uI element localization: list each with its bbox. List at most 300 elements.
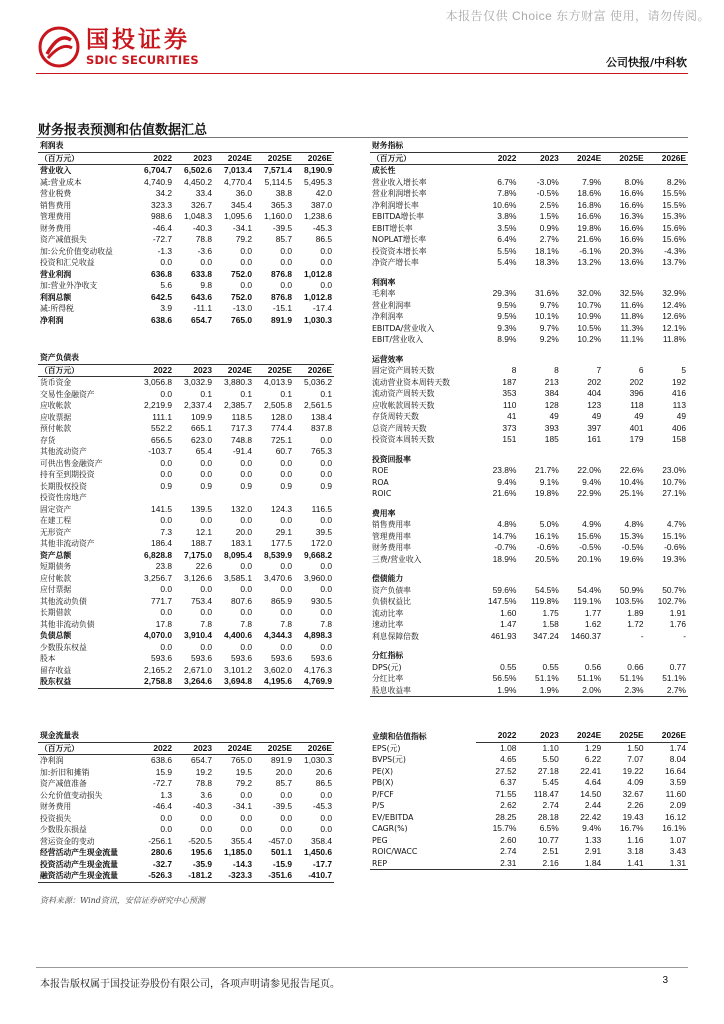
table-row (370, 662, 688, 674)
value-cell: 42.0 (315, 188, 332, 199)
table-row (38, 573, 334, 585)
table-row (38, 515, 334, 527)
row-label: 利润总额 (40, 292, 72, 302)
value-cell: 353 (502, 388, 517, 399)
table-row (370, 542, 688, 554)
year-header: 2022 (476, 152, 518, 165)
value-cell: 656.5 (151, 434, 172, 445)
value-cell: 56.5% (492, 673, 517, 684)
row-label: ROIC/WACC (372, 847, 418, 857)
value-cell: -17.4 (312, 303, 332, 314)
value-cell: 78.8 (195, 778, 212, 789)
row-label: 毛利率 (372, 289, 396, 299)
table-row (370, 211, 688, 223)
value-cell: 0.66 (627, 661, 644, 672)
value-cell: 0.0 (160, 824, 172, 835)
value-cell: 753.4 (191, 595, 212, 606)
table-row (38, 665, 334, 677)
value-cell: 0.0 (240, 457, 252, 468)
value-cell: 15.6% (662, 222, 686, 233)
value-cell: 2.31 (476, 858, 518, 870)
value-cell: 1.47 (500, 619, 517, 630)
value-cell: 4.9% (582, 519, 602, 530)
row-label: 财务费用 (40, 802, 72, 812)
row-label: 负债权益比 (372, 597, 411, 607)
value-cell: -181.2 (174, 870, 214, 882)
value-cell: 0.0 (280, 561, 292, 572)
table-row (38, 423, 334, 435)
value-cell: 593.6 (311, 653, 332, 664)
value-cell: 0.0 (200, 812, 212, 823)
financial-indicators-table (370, 140, 688, 697)
table-row (370, 531, 688, 543)
value-cell: 0.1 (320, 388, 332, 399)
row-label: 营业税费 (40, 189, 72, 199)
value-cell: 192 (672, 376, 686, 387)
value-cell: 5.6 (160, 280, 172, 291)
row-label: REP (370, 858, 476, 870)
value-cell: 765.3 (311, 446, 332, 457)
table-header-row (38, 742, 334, 755)
value-cell: 0.0 (200, 607, 212, 618)
row-label: 交易性金融资产 (40, 389, 95, 399)
year-header: 2023 (518, 730, 560, 742)
value-cell: 2.09 (669, 800, 686, 811)
value-cell: 373 (502, 422, 517, 433)
value-cell: 2.26 (627, 800, 644, 811)
section-divider (36, 137, 688, 138)
value-cell: 119.1% (573, 596, 602, 607)
value-cell: 7.3 (160, 526, 172, 537)
value-cell: 4,769.9 (294, 676, 334, 688)
value-cell: 9.4% (582, 823, 602, 834)
table-row (370, 554, 688, 566)
value-cell: 0.0 (240, 824, 252, 835)
value-cell: 752.0 (231, 268, 252, 279)
row-label: 加:折旧和摊销 (40, 767, 90, 777)
value-cell: 6,502.6 (184, 165, 212, 176)
value-cell: 54.4% (577, 584, 602, 595)
value-cell: 365.3 (271, 199, 292, 210)
value-cell: 988.6 (151, 211, 172, 222)
value-cell: -1.3 (157, 245, 172, 256)
group-gap (370, 269, 688, 277)
value-cell: 151 (502, 434, 517, 445)
value-cell: 20.3% (619, 245, 644, 256)
value-cell: 1,450.6 (304, 847, 332, 858)
row-label: 营业收入 (40, 166, 72, 176)
value-cell: -103.7 (148, 446, 172, 457)
value-cell: 1,030.3 (304, 755, 332, 766)
table-row (370, 400, 688, 412)
row-label: 存货 (40, 435, 56, 445)
value-cell: 3.59 (669, 777, 686, 788)
value-cell: 20.6 (315, 766, 332, 777)
table-row (38, 377, 334, 389)
value-cell: -526.3 (134, 870, 174, 882)
value-cell: 2,758.8 (134, 676, 174, 688)
table-row (38, 550, 334, 562)
group-name: 利润率 (372, 277, 396, 287)
table-row (38, 165, 334, 177)
table-row (370, 742, 688, 754)
row-label: 利息保障倍数 (372, 631, 419, 641)
row-label: EV/EBITDA (372, 812, 414, 822)
row-label: 资产减值损失 (40, 235, 87, 245)
table-header-row (38, 152, 334, 165)
value-cell: 11.3% (620, 322, 644, 333)
value-cell: -15.1 (272, 303, 292, 314)
value-cell: 16.12 (665, 811, 686, 822)
value-cell: - (640, 630, 644, 641)
year-header: 2024E (214, 152, 254, 165)
value-cell: 21.6% (577, 234, 602, 245)
value-cell: 7.8 (200, 618, 212, 629)
value-cell: 7.8 (320, 618, 332, 629)
row-label: 净利润率 (372, 312, 404, 322)
table-row (38, 280, 334, 292)
row-label: PB(X) (372, 778, 394, 788)
value-cell: 4,400.6 (224, 630, 252, 641)
value-cell: 109.9 (191, 411, 212, 422)
value-cell: 79.2 (235, 234, 252, 245)
value-cell: 8,539.9 (264, 549, 292, 560)
value-cell: -72.7 (152, 234, 172, 245)
group-name: 分红指标 (372, 651, 404, 661)
value-cell: 1.74 (669, 742, 686, 753)
value-cell: 1.50 (627, 742, 644, 753)
value-cell: 11.1% (620, 334, 644, 345)
row-label: 资产减值准备 (40, 779, 87, 789)
group-header-row (370, 650, 688, 662)
value-cell: 3,126.6 (184, 572, 212, 583)
value-cell: 4.8% (497, 519, 517, 530)
value-cell: 0.0 (280, 280, 292, 291)
value-cell: -14.3 (232, 858, 252, 869)
value-cell: 8,095.4 (224, 549, 252, 560)
row-label: 固定资产周转天数 (372, 366, 435, 376)
table-row (38, 836, 334, 848)
table-row (370, 311, 688, 323)
value-cell: 396 (629, 388, 644, 399)
value-cell: 2,165.2 (144, 664, 172, 675)
row-label: 净利润 (40, 315, 64, 325)
value-cell: 9.7% (539, 322, 559, 333)
value-cell: 2.3% (603, 685, 645, 697)
value-cell: 1.33 (584, 834, 602, 845)
value-cell: 9.5% (497, 311, 517, 322)
value-cell: 0.55 (500, 661, 517, 672)
row-label: 管理费用 (40, 212, 72, 222)
table-row (370, 300, 688, 312)
value-cell: 5.5% (497, 245, 517, 256)
value-cell: 2,219.9 (144, 400, 172, 411)
value-cell: 930.5 (311, 595, 332, 606)
value-cell: 323.3 (151, 199, 172, 210)
row-label: 销售费用率 (372, 520, 411, 530)
value-cell: 9,668.2 (304, 549, 332, 560)
year-header: 2026E (294, 742, 334, 755)
value-cell: 2,385.7 (224, 400, 252, 411)
row-label: 可供出售金融资产 (40, 458, 103, 468)
value-cell: 654.7 (191, 755, 212, 766)
value-cell: 20.5% (535, 553, 559, 564)
value-cell: -0.5% (621, 542, 644, 553)
value-cell: 3.9 (160, 303, 172, 314)
value-cell: 161 (587, 434, 602, 445)
value-cell: 6,704.7 (144, 165, 172, 176)
value-cell: -6.1% (579, 245, 602, 256)
cashflow-table (38, 730, 334, 883)
row-label: 投资性房地产 (40, 493, 87, 503)
row-label: 财务费用 (40, 223, 72, 233)
logo-mark-icon (38, 26, 80, 68)
value-cell: 865.9 (271, 595, 292, 606)
value-cell: -520.5 (188, 835, 212, 846)
value-cell: 347.24 (533, 630, 559, 641)
value-cell: 85.7 (275, 778, 292, 789)
table-row (370, 334, 688, 346)
value-cell: 15.5% (662, 199, 686, 210)
value-cell: 7,013.4 (224, 165, 252, 176)
value-cell: 78.8 (195, 234, 212, 245)
value-cell: 15.6% (662, 234, 686, 245)
value-cell: 10.5% (577, 322, 602, 333)
value-cell: 401 (629, 422, 644, 433)
value-cell: 771.7 (151, 595, 172, 606)
value-cell: 6.4% (497, 234, 517, 245)
table-row (370, 388, 688, 400)
row-label: 少数股东损益 (40, 825, 87, 835)
value-cell: -40.3 (192, 222, 212, 233)
table-title-row (370, 730, 688, 742)
value-cell: 7.07 (627, 754, 644, 765)
value-cell: 9.4% (582, 476, 602, 487)
value-cell: -32.7 (152, 858, 172, 869)
value-cell: 4,770.4 (224, 176, 252, 187)
value-cell: 7.8% (497, 188, 517, 199)
unit-label: （百万元） (38, 742, 134, 755)
row-label: 投资资本周转天数 (372, 435, 435, 445)
value-cell: 1,160.0 (264, 211, 292, 222)
table-row (370, 488, 688, 500)
row-label: 应收帐款周转天数 (372, 400, 435, 410)
table-title-row (38, 352, 334, 364)
value-cell: 0.1 (200, 388, 212, 399)
row-label: 流动资产周转天数 (372, 389, 435, 399)
table-row (38, 859, 334, 871)
value-cell: 17.8 (155, 618, 172, 629)
value-cell: 1,012.8 (304, 291, 332, 302)
value-cell: 0.0 (320, 457, 332, 468)
unit-label: （百万元） (370, 152, 476, 165)
value-cell: 19.8% (577, 222, 602, 233)
value-cell: -17.7 (312, 858, 332, 869)
row-label: 营业收入增长率 (372, 177, 427, 187)
value-cell: 20.0 (275, 766, 292, 777)
value-cell: 1.16 (627, 834, 644, 845)
table-row (38, 492, 334, 504)
value-cell: 0.0 (240, 515, 252, 526)
income-statement-table (38, 140, 334, 326)
value-cell: 33.4 (195, 188, 212, 199)
row-label: 加:公允价值变动收益 (40, 246, 113, 256)
value-cell: 0.0 (160, 457, 172, 468)
value-cell: 0.0 (240, 641, 252, 652)
value-cell: 1.76 (669, 619, 686, 630)
value-cell: 345.4 (231, 199, 252, 210)
valuation-table (370, 730, 688, 870)
table-row (370, 585, 688, 597)
value-cell: 9.7% (539, 299, 559, 310)
value-cell: 9.3% (497, 322, 517, 333)
value-cell: 177.5 (271, 538, 292, 549)
year-header: 2023 (174, 152, 214, 165)
table-row (370, 800, 688, 812)
table-row (38, 269, 334, 281)
value-cell: -0.6% (664, 542, 686, 553)
value-cell: 8.0% (624, 176, 644, 187)
group-gap (370, 642, 688, 650)
group-gap (370, 500, 688, 508)
value-cell: 0.0 (160, 388, 172, 399)
value-cell: 16.1% (662, 823, 686, 834)
row-label: DPS(元) (372, 662, 402, 672)
unit-label: （百万元） (38, 364, 134, 377)
table-row (38, 400, 334, 412)
value-cell: 8.04 (669, 754, 686, 765)
value-cell: 1.89 (627, 607, 644, 618)
value-cell: 34.2 (155, 188, 172, 199)
table-row (38, 767, 334, 779)
value-cell: 501.1 (271, 847, 292, 858)
value-cell: -39.5 (272, 801, 292, 812)
value-cell: 110 (503, 399, 517, 410)
value-cell: 202 (587, 376, 602, 387)
value-cell: 461.93 (490, 630, 517, 641)
row-label: EPS(元) (372, 743, 401, 753)
value-cell: 404 (587, 388, 602, 399)
table-row (38, 211, 334, 223)
value-cell: 16.6% (619, 222, 644, 233)
value-cell: 51.1% (535, 673, 559, 684)
table-row (38, 824, 334, 836)
value-cell: 141.5 (151, 503, 172, 514)
value-cell: 9.8 (200, 280, 212, 291)
value-cell: 128 (544, 399, 559, 410)
value-cell: 86.5 (315, 778, 332, 789)
row-label: ROE (372, 466, 389, 476)
value-cell: 0.0 (320, 469, 332, 480)
table-row (370, 858, 688, 870)
value-cell: 0.0 (320, 584, 332, 595)
value-cell: 0.0 (320, 812, 332, 823)
table-row (38, 813, 334, 825)
value-cell: 0.0 (240, 561, 252, 572)
row-label: 投资损失 (40, 813, 72, 823)
value-cell: 23.0% (662, 465, 686, 476)
value-cell: 6.37 (500, 777, 517, 788)
value-cell: 0.0 (160, 607, 172, 618)
table-row (370, 812, 688, 824)
table-row (38, 177, 334, 189)
value-cell: 280.6 (151, 847, 172, 858)
table-title: 利润表 (38, 140, 334, 152)
row-label: 长期股权投资 (40, 481, 87, 491)
value-cell: 19.6% (619, 553, 644, 564)
value-cell: 15.5% (662, 188, 686, 199)
value-cell: 891.9 (271, 314, 292, 325)
row-label: 投资资本增长率 (372, 246, 427, 256)
value-cell: 103.5% (615, 596, 644, 607)
row-label: BVPS(元) (372, 755, 406, 765)
table-title: 业绩和估值指标 (372, 731, 427, 741)
table-row (38, 303, 334, 315)
value-cell: 2.5% (539, 199, 559, 210)
row-label: NOPLAT增长率 (372, 235, 427, 245)
value-cell: 0.0 (240, 280, 252, 291)
value-cell: 752.0 (231, 291, 252, 302)
value-cell: 0.0 (160, 257, 172, 268)
value-cell: 0.0 (160, 515, 172, 526)
value-cell: 2.60 (500, 834, 517, 845)
value-cell: 10.7% (662, 476, 686, 487)
row-label: 净利润 (40, 756, 64, 766)
value-cell: 725.1 (271, 434, 292, 445)
value-cell: 158 (672, 434, 686, 445)
value-cell: 123 (587, 399, 602, 410)
table-row (370, 673, 688, 685)
value-cell: 27.18 (537, 765, 559, 776)
table-row (370, 234, 688, 246)
value-cell: 183.1 (231, 538, 252, 549)
value-cell: 876.8 (271, 291, 292, 302)
value-cell: -72.7 (152, 778, 172, 789)
value-cell: 188.7 (191, 538, 212, 549)
value-cell: 102.7% (657, 596, 686, 607)
value-cell: 765.0 (231, 314, 252, 325)
value-cell: 4,450.2 (184, 176, 212, 187)
value-cell: 12.1 (195, 526, 212, 537)
value-cell: 19.43 (622, 811, 644, 822)
table-row (370, 777, 688, 789)
value-cell: -0.5% (579, 542, 602, 553)
value-cell: 1,048.3 (184, 211, 212, 222)
value-cell: 1.72 (627, 619, 644, 630)
value-cell: 748.8 (231, 434, 252, 445)
value-cell: -410.7 (294, 870, 334, 882)
value-cell (294, 492, 334, 504)
value-cell: 1.10 (542, 742, 559, 753)
value-cell: 132.0 (231, 503, 252, 514)
value-cell: 654.7 (191, 314, 212, 325)
value-cell: 51.1% (662, 673, 686, 684)
row-label: 在建工程 (40, 516, 72, 526)
value-cell: 3,101.2 (224, 664, 252, 675)
value-cell: 1.84 (561, 858, 603, 870)
row-label: 长期借款 (40, 608, 72, 618)
value-cell: 1,095.6 (224, 211, 252, 222)
value-cell: 384 (544, 388, 559, 399)
table-row (370, 685, 688, 697)
group-header-row (370, 508, 688, 520)
value-cell: 1.29 (584, 742, 602, 753)
value-cell: -256.1 (148, 835, 172, 846)
table-row (38, 435, 334, 447)
value-cell: -323.3 (214, 870, 254, 882)
value-cell: 22.6 (195, 561, 212, 572)
value-cell: 1.9% (476, 685, 518, 697)
